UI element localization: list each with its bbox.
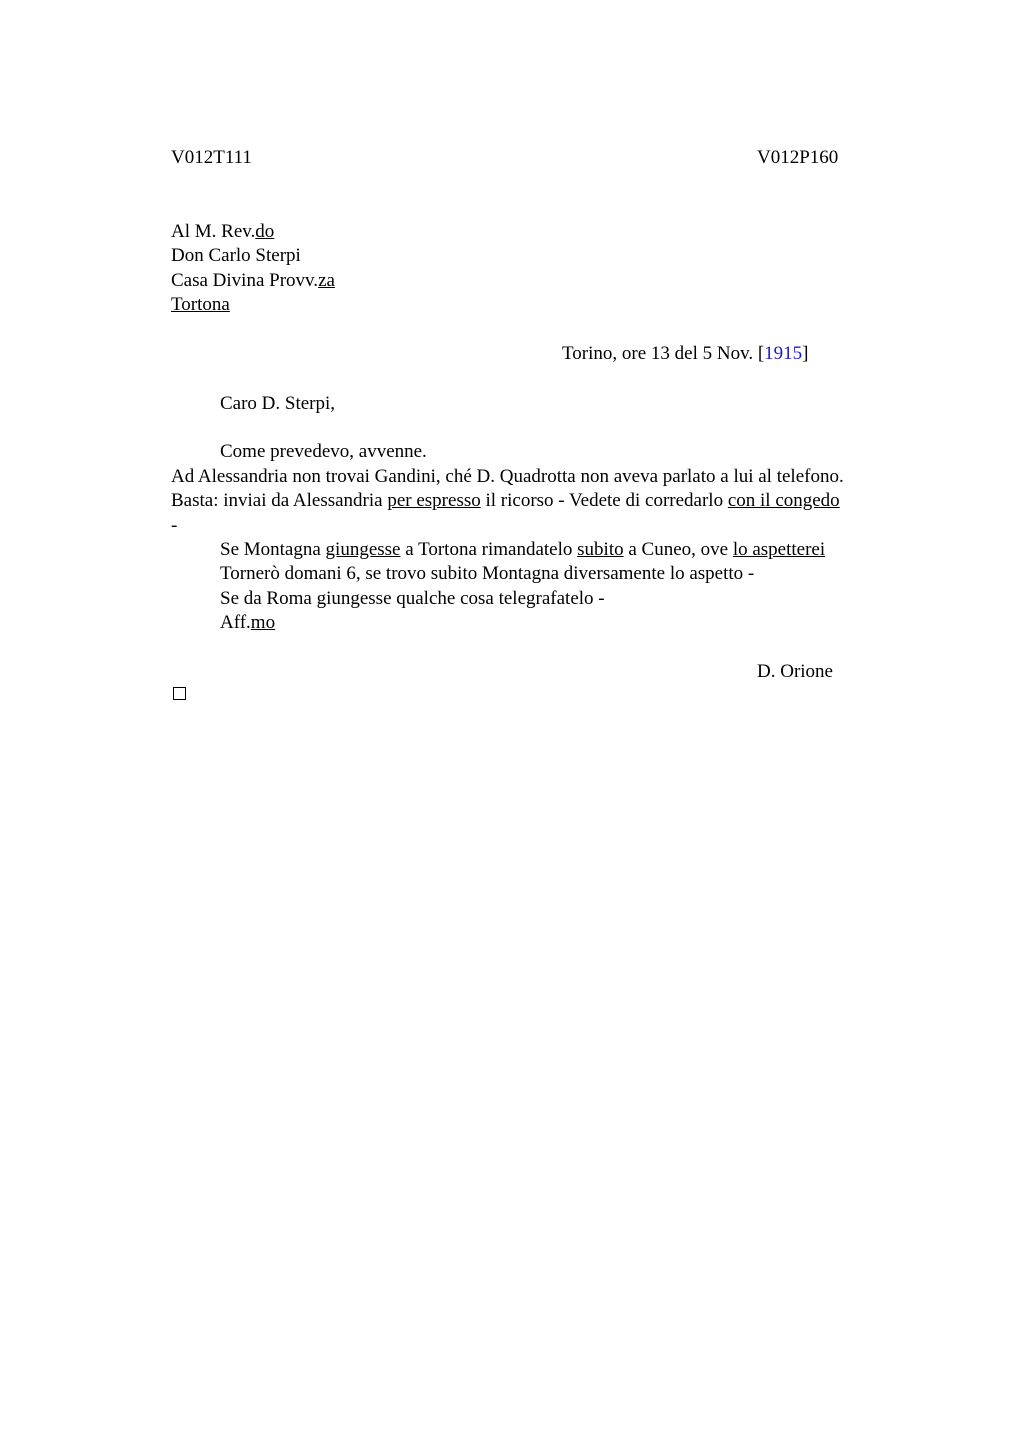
body-line-4-text-c: a Cuneo, ove [623, 539, 733, 560]
address-line-3-text: Casa Divina Provv. [171, 270, 319, 291]
dateline-year: 1915 [764, 343, 803, 364]
body-line-3-underlined-1: per espresso [387, 490, 481, 511]
header-left-code: V012T111 [171, 147, 252, 168]
empty-box-icon [173, 687, 186, 700]
body-line-2: Ad Alessandria non trovai Gandini, ché D. Quadrotta non aveva parlato a lui al telefono. [171, 466, 844, 487]
closing-text: Aff. [220, 612, 251, 633]
closing [220, 611, 275, 635]
dateline [562, 342, 809, 366]
address-line-1-abbrev: do [255, 221, 275, 242]
address-line-4: Tortona [171, 294, 230, 315]
body-line-3-text-b: il ricorso - Vedete di corredarlo [480, 490, 728, 511]
dateline-suffix: ] [802, 343, 809, 364]
address-line-2: Don Carlo Sterpi [171, 245, 301, 266]
signature: D. Orione [757, 661, 833, 682]
address-line-1 [171, 220, 274, 244]
body-line-4-underlined-3: lo aspetterei [732, 539, 826, 560]
body-line-3-text-a: Basta: inviai da Alessandria [171, 490, 388, 511]
body-line-3-dash: - [171, 515, 178, 536]
body-line-3-underlined-2: con il congedo [727, 490, 840, 511]
dateline-text: Torino, ore 13 del 5 Nov. [ [562, 343, 765, 364]
body-line-4-underlined-1: giungesse [325, 539, 401, 560]
body-line-6: Se da Roma giungesse qualche cosa telegrafatelo - [220, 588, 605, 609]
body-line-1: Come prevedevo, avvenne. [220, 441, 427, 462]
body-line-4-text-a: Se Montagna [220, 539, 326, 560]
body-line-4 [220, 538, 825, 562]
address-line-1-text: Al M. Rev. [171, 221, 256, 242]
salutation: Caro D. Sterpi, [220, 393, 336, 414]
body-line-4-text-b: a Tortona rimandatelo [400, 539, 578, 560]
body-line-5: Tornerò domani 6, se trovo subito Montagna diversamente lo aspetto - [220, 563, 755, 584]
closing-abbrev: mo [250, 612, 276, 633]
address-line-3 [171, 269, 335, 293]
body-line-4-underlined-2: subito [577, 539, 624, 560]
address-line-3-abbrev: za [318, 270, 335, 291]
header-right-code: V012P160 [757, 147, 839, 168]
body-line-3 [171, 489, 840, 513]
